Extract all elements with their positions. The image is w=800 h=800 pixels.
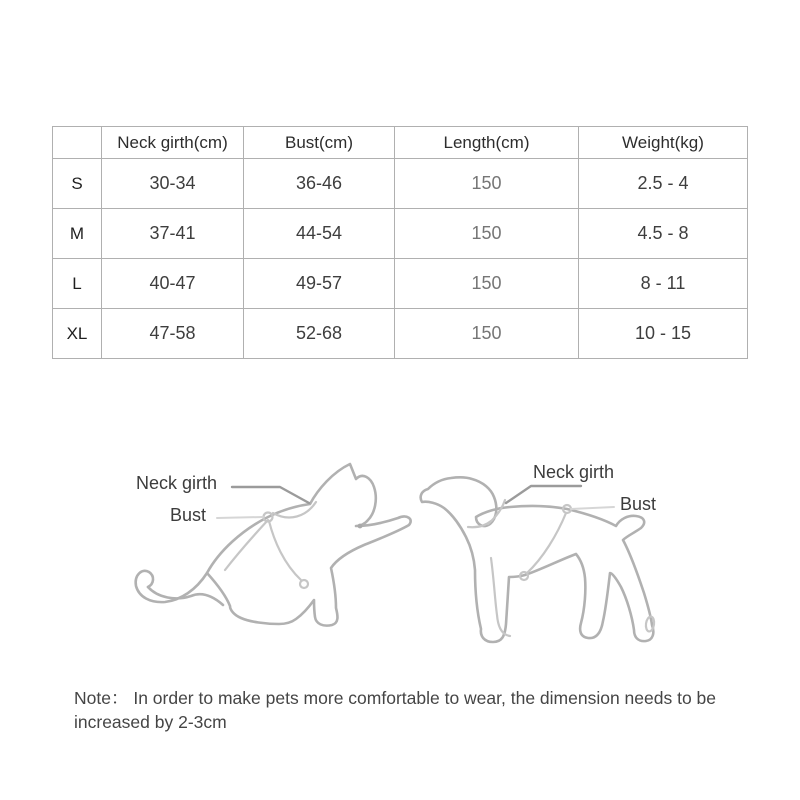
cat-outline-drawing xyxy=(207,464,411,626)
cat-neck-girth-leader-line xyxy=(232,487,309,503)
cell-neck-girth: 40-47 xyxy=(102,259,244,309)
dog-bust-leader-line xyxy=(571,507,614,509)
cell-length: 150 xyxy=(395,209,579,259)
cat-bust-label: Bust xyxy=(170,505,207,525)
cell-length: 150 xyxy=(395,159,579,209)
dog-neck-girth-label: Neck girth xyxy=(533,462,615,482)
cat-shoulder-dot xyxy=(358,524,363,529)
cell-bust: 44-54 xyxy=(244,209,395,259)
cell-bust: 49-57 xyxy=(244,259,395,309)
note-text xyxy=(74,686,774,734)
cell-neck-girth: 37-41 xyxy=(102,209,244,259)
cell-neck-girth: 47-58 xyxy=(102,309,244,359)
cat-bust-leader-line xyxy=(217,517,263,518)
cell-length: 150 xyxy=(395,309,579,359)
cat-leg-ring xyxy=(300,580,308,588)
note-line-1: Note： In order to make pets more comfortable to wear, the dimension needs to be xyxy=(74,688,717,708)
dog-harness-chest-strap xyxy=(527,513,566,573)
cell-size: M xyxy=(53,209,102,259)
table-row-m xyxy=(53,209,748,259)
header-size xyxy=(53,127,102,159)
cell-size: L xyxy=(53,259,102,309)
table-header-row xyxy=(53,127,748,159)
cat-chest-line xyxy=(225,520,268,570)
header-bust: Bust(cm) xyxy=(244,127,395,159)
cell-size: XL xyxy=(53,309,102,359)
cell-length: 150 xyxy=(395,259,579,309)
dog-neck-girth-leader-line xyxy=(506,486,581,503)
cell-weight: 10 - 15 xyxy=(579,309,748,359)
table-row-s xyxy=(53,159,748,209)
cell-size: S xyxy=(53,159,102,209)
header-weight: Weight(kg) xyxy=(579,127,748,159)
cat-harness-chest-strap xyxy=(269,521,301,580)
cell-bust: 36-46 xyxy=(244,159,395,209)
cell-bust: 52-68 xyxy=(244,309,395,359)
header-neck-girth: Neck girth(cm) xyxy=(102,127,244,159)
size-table xyxy=(52,126,748,359)
cell-weight: 2.5 - 4 xyxy=(579,159,748,209)
cell-weight: 8 - 11 xyxy=(579,259,748,309)
cell-weight: 4.5 - 8 xyxy=(579,209,748,259)
measurement-figure xyxy=(120,440,680,660)
note-line-2: increased by 2-3cm xyxy=(74,712,227,732)
table-row-l xyxy=(53,259,748,309)
cell-neck-girth: 30-34 xyxy=(102,159,244,209)
dog-outline-drawing xyxy=(421,477,657,642)
header-length: Length(cm) xyxy=(395,127,579,159)
cat-neck-girth-label: Neck girth xyxy=(136,473,218,493)
table-row-xl xyxy=(53,309,748,359)
dog-bust-label: Bust xyxy=(620,494,657,514)
